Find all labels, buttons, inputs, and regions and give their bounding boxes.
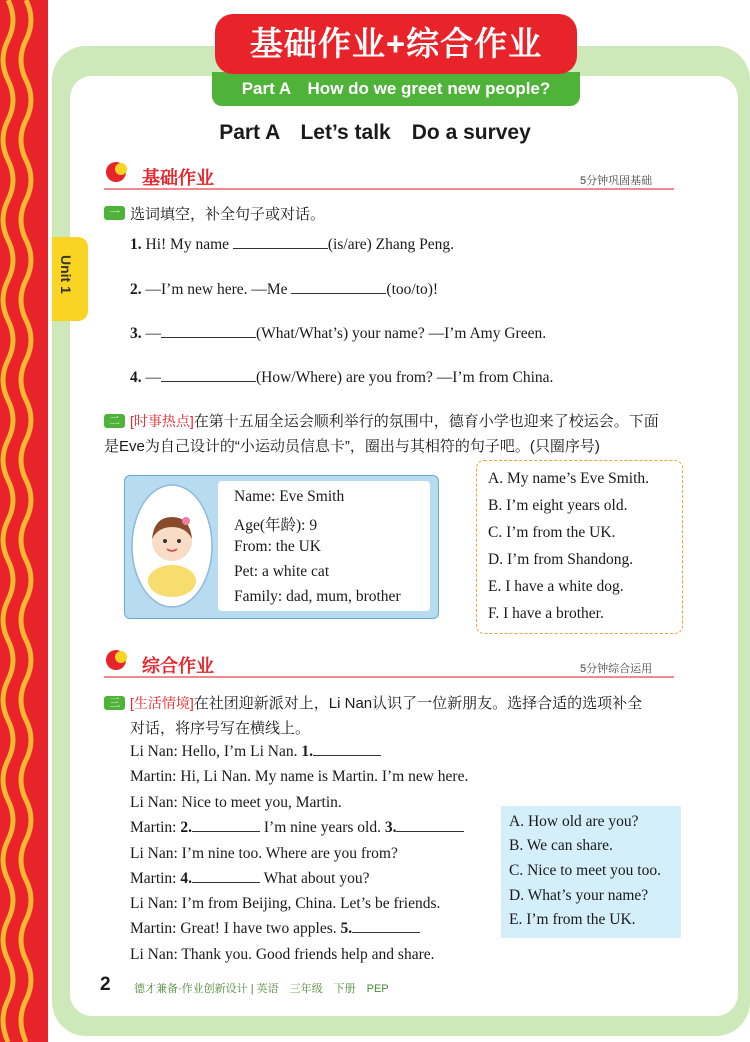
answer-blank[interactable] — [161, 381, 256, 382]
dialogue-line — [130, 819, 464, 837]
option-item[interactable]: D. What’s your name? — [509, 887, 649, 904]
dialogue-line — [130, 768, 468, 786]
item-text: (What/What’s) your name? —I’m Amy Green. — [256, 325, 547, 342]
option-item[interactable]: F. I have a brother. — [488, 605, 604, 622]
fill-item — [130, 325, 546, 343]
dialogue-line — [130, 946, 435, 964]
question-instruction — [130, 410, 690, 431]
speaker: Martin: — [130, 920, 177, 937]
blank-number: 5. — [340, 920, 353, 937]
option-item[interactable]: A. My name’s Eve Smith. — [488, 470, 650, 487]
dialogue-line — [130, 794, 342, 812]
answer-blank[interactable] — [192, 882, 260, 883]
dialogue-text: I’m nine too. Where are you from? — [181, 845, 398, 862]
unit-tab-label: Unit 1 — [58, 255, 74, 294]
answer-blank[interactable] — [161, 337, 256, 338]
card-line: Age(年龄): 9 — [234, 517, 318, 534]
dialogue-text: Hi, Li Nan. My name is Martin. I’m new here. — [180, 768, 469, 785]
section-title-basic: 基础作业 — [142, 168, 214, 188]
dialogue-line — [130, 895, 440, 913]
section-note-basic: 5分钟巩固基础 — [580, 175, 653, 187]
dialogue-text: Thank you. Good friends help and share. — [181, 946, 435, 963]
question-number-badge: 二 — [104, 414, 125, 428]
answer-blank[interactable] — [352, 932, 420, 933]
answer-blank[interactable] — [313, 755, 381, 756]
question-number-badge: 一 — [104, 206, 125, 220]
speaker: Martin: — [130, 870, 177, 887]
item-text: — — [145, 325, 161, 342]
fill-item — [130, 369, 553, 387]
section-divider — [104, 676, 674, 678]
item-text: (is/are) Zhang Peng. — [327, 236, 455, 253]
answer-blank[interactable] — [233, 248, 328, 249]
instruction-line: 在社团迎新派对上，Li Nan认识了一位新朋友。选择合适的选项补全 — [193, 695, 643, 712]
girl-avatar-icon — [128, 481, 216, 611]
card-line: Family: dad, mum, brother — [234, 588, 401, 605]
section-divider — [104, 188, 674, 190]
dialogue-text: I’m nine years old. — [263, 819, 381, 836]
blank-number: 1. — [301, 743, 313, 760]
speaker: Martin: — [130, 819, 177, 836]
blank-number: 2. — [180, 819, 192, 836]
item-number: 4. — [130, 369, 142, 386]
option-item[interactable]: E. I have a white dog. — [488, 578, 624, 595]
question-tag: [生活情境] — [130, 695, 194, 711]
instruction-line: 对话，将序号写在横线上。 — [130, 720, 311, 737]
card-line: Name: Eve Smith — [234, 488, 345, 505]
blank-number: 4. — [180, 870, 192, 887]
item-number: 1. — [130, 236, 142, 253]
option-item[interactable]: C. I’m from the UK. — [488, 524, 616, 541]
page-title: 基础作业+综合作业 — [215, 14, 577, 74]
item-number: 3. — [130, 325, 142, 342]
instruction-line: 在第十五届全运会顺利举行的氛围中，德育小学也迎来了校运会。下面 — [193, 413, 659, 430]
dialogue-text: What about you? — [263, 870, 370, 887]
speaker: Li Nan: — [130, 794, 178, 811]
fill-item — [130, 236, 454, 254]
section-badge-icon — [104, 646, 132, 674]
fill-item — [130, 281, 438, 299]
dialogue-line — [130, 845, 398, 863]
question-instruction: 选词填空，补全句子或对话。 — [130, 206, 326, 223]
item-text: Hi! My name — [145, 236, 230, 253]
option-item[interactable]: E. I’m from the UK. — [509, 911, 636, 928]
footer-text: 德才兼备·作业创新设计 | 英语 三年级 下册 PEP — [134, 983, 389, 995]
speaker: Martin: — [130, 768, 177, 785]
option-item[interactable]: C. Nice to meet you too. — [509, 862, 661, 879]
answer-blank[interactable] — [192, 831, 260, 832]
answer-blank[interactable] — [291, 293, 386, 294]
dialogue-line — [130, 920, 420, 938]
speaker: Li Nan: — [130, 895, 178, 912]
dialogue-text: Hello, I’m Li Nan. — [181, 743, 298, 760]
dialogue-text: I’m from Beijing, China. Let’s be friends. — [181, 895, 441, 912]
option-item[interactable]: B. We can share. — [509, 837, 613, 854]
speaker: Li Nan: — [130, 845, 178, 862]
option-item[interactable]: D. I’m from Shandong. — [488, 551, 634, 568]
section-note-comprehensive: 5分钟综合运用 — [580, 663, 653, 675]
subtitle-band: Part A How do we greet new people? — [212, 72, 580, 106]
item-text: — — [145, 369, 161, 386]
card-line: Pet: a white cat — [234, 563, 330, 580]
option-item[interactable]: B. I’m eight years old. — [488, 497, 628, 514]
dialogue-line — [130, 870, 370, 888]
answer-blank[interactable] — [396, 831, 464, 832]
instruction-line: 是Eve为自己设计的“小运动员信息卡”，圈出与其相符的句子吧。(只圈序号) — [104, 438, 600, 455]
speaker: Li Nan: — [130, 743, 178, 760]
dialogue-text: Nice to meet you, Martin. — [181, 794, 342, 811]
item-number: 2. — [130, 281, 142, 298]
card-line: From: the UK — [234, 538, 321, 555]
question-instruction — [130, 692, 690, 713]
question-tag: [时事热点] — [130, 413, 194, 429]
item-text: (too/to)! — [386, 281, 439, 298]
section-title-comprehensive: 综合作业 — [142, 656, 214, 676]
option-item[interactable]: A. How old are you? — [509, 813, 639, 830]
page-number: 2 — [100, 974, 111, 995]
question-number-badge: 三 — [104, 696, 125, 710]
page-heading: Part A Let’s talk Do a survey — [219, 121, 531, 144]
left-decorative-ribbon — [0, 0, 48, 1042]
dialogue-text: Great! I have two apples. — [180, 920, 337, 937]
dialogue-line — [130, 743, 381, 761]
section-badge-icon — [104, 158, 132, 186]
blank-number: 3. — [384, 819, 397, 836]
speaker: Li Nan: — [130, 946, 178, 963]
item-text: (How/Where) are you from? —I’m from China. — [256, 369, 554, 386]
item-text: —I’m new here. —Me — [145, 281, 288, 298]
